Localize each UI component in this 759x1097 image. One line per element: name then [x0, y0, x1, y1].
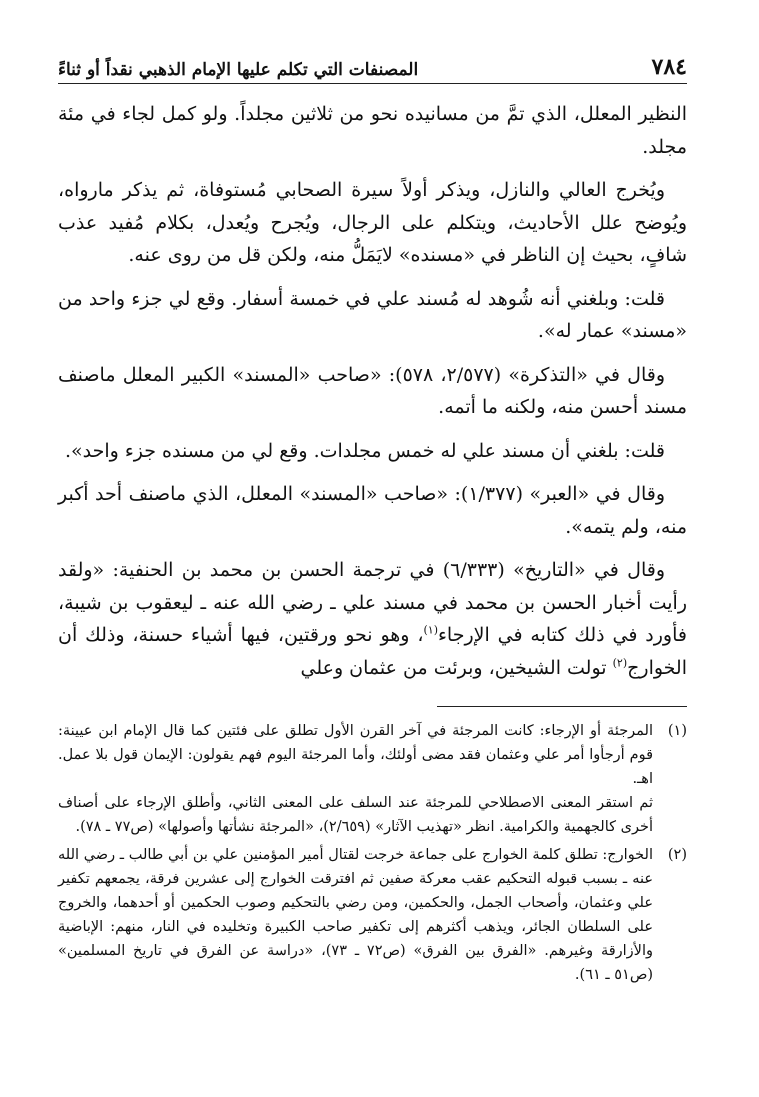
footnotes	[58, 719, 687, 987]
paragraph-3: قلت: وبلغني أنه شُوهد له مُسند علي في خمسة أسفار. وقع لي جزء واحد من «مسند» عمار له».	[58, 287, 687, 342]
footnote-separator	[437, 706, 687, 707]
running-header	[58, 36, 687, 84]
paragraph-2: ويُخرج العالي والنازل، ويذكر أولاً سيرة الصحابي مُستوفاة، ثم يذكر مارواه، ويُوضح علل الأحاديث، ويتكلم على الرجال، ويُجرح ويُعدل، بكلام مُفيد عذب شافٍ، بحيث إن الناظر في «مسنده» لايَمَلُّ منه، ولكن قل من روى عنه.	[58, 179, 687, 266]
footnote-number: (٢)	[667, 847, 687, 863]
running-title: المصنفات التي تكلم عليها الإمام الذهبي نقداً أو ثناءً	[58, 60, 419, 80]
page-number: ٧٨٤	[651, 54, 687, 80]
main-text	[58, 98, 687, 684]
footnote-body	[58, 843, 653, 987]
footnote-text: الخوارج: تطلق كلمة الخوارج على جماعة خرجت لقتال أمير المؤمنين علي بن أبي طالب ـ رضي الله عنه ـ بسبب قبوله التحكيم عقب معركة صفين ثم افترقت الخوارج إلى عشرين فرقة، يجمعهم تكفير علي وعثمان، وأصحاب الجمل، والحكمين، ومن رضي بالتحكيم وصوب الحكمين أو أحدهما، والخروج على السلطان الجائر، ويذهب أكثرهم إلى تكفير صاحب الكبيرة وتخليده في النار، منهم: الإباضية والأزارقة وغيرهم. «الفرق بين الفرق» (ص٧٢ ـ ٧٣)، «دراسة عن الفرق في تاريخ المسلمين» (ص٥١ ـ ٦١).	[58, 847, 653, 983]
footnote-ref-2[interactable]: (٢)	[612, 656, 628, 670]
paragraph-6: وقال في «العبر» (١/٣٧٧): «صاحب «المسند» المعلل، الذي ماصنف أحد أكبر منه، ولم يتمه».	[58, 483, 687, 538]
paragraph-4: وقال في «التذكرة» (٢/٥٧٧، ٥٧٨): «صاحب «المسند» الكبير المعلل ماصنف مسند أحسن منه، ولكنه ما أتمه.	[58, 363, 687, 418]
paragraph-7-part-1: وقال في «التاريخ» (٦/٣٣٣) في ترجمة الحسن بن محمد بن الحنفية: «ولقد رأيت أخبار الحسن بن محمد في مسند علي ـ رضي الله عنه ـ ليعقوب بن شيبة، فأورد في ذلك كتابه في الإرجاء	[58, 559, 687, 646]
footnote-text-continued: ثم استقر المعنى الاصطلاحي للمرجئة عند السلف على المعنى الثاني، وأطلق الإرجاء على أصناف أخرى كالجهمية والكرامية. انظر «تهذيب الآثار» (٢/٦٥٩)، «المرجئة نشأتها وأصولها» (ص٧٧ ـ ٧٨).	[58, 795, 653, 835]
footnote-text: المرجئة أو الإرجاء: كانت المرجئة في آخر القرن الأول تطلق على فئتين كما قال الإمام ابن عيينة: قوم أرجأوا أمر علي وعثمان فقد مضى أولئك، وأما المرجئة اليوم فهم يقولون: الإيمان قول بلا عمل. اهـ.	[58, 723, 653, 787]
paragraph-1: النظير المعلل، الذي تمَّ من مسانيده نحو من ثلاثين مجلداً. ولو كمل لجاء في مئة مجلد.	[58, 103, 687, 158]
paragraph-7	[58, 554, 687, 684]
paragraph-7-part-2: ، وهو نحو ورقتين، فيها أشياء حسنة، وذلك أن الخوارج	[58, 624, 687, 679]
footnote-number: (١)	[667, 723, 687, 739]
footnote-body	[58, 719, 653, 839]
book-page	[58, 36, 687, 1067]
paragraph-7-part-3: تولت الشيخين، وبرئت من عثمان وعلي	[300, 656, 613, 679]
footnote-ref-1[interactable]: (١)	[423, 623, 438, 637]
footnote-1	[58, 719, 687, 839]
paragraph-5: قلت: بلغني أن مسند علي له خمس مجلدات. وقع لي من مسنده جزء واحد».	[64, 439, 665, 462]
footnote-2	[58, 843, 687, 987]
